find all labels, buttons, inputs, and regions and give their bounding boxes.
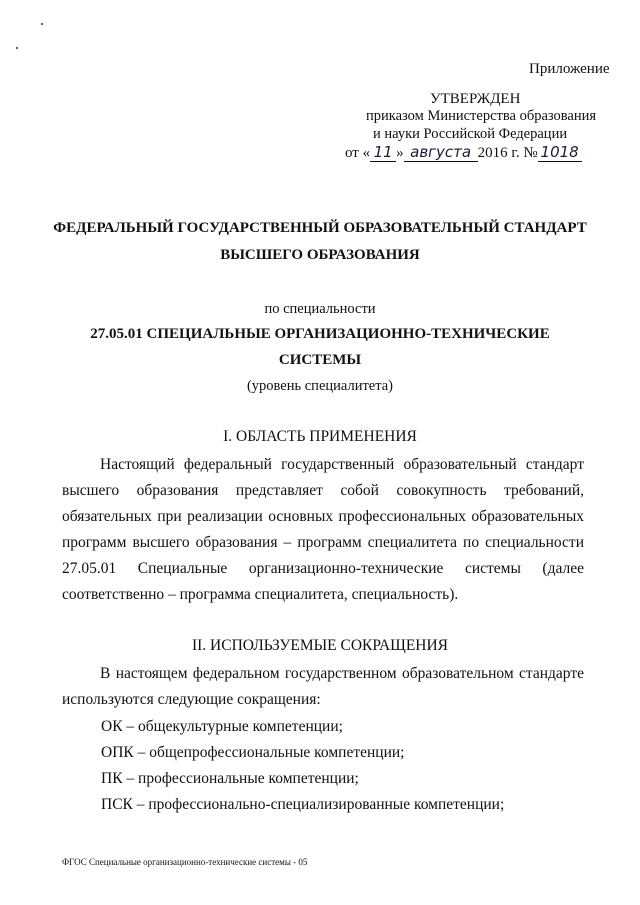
section-1-heading: I. ОБЛАСТЬ ПРИМЕНЕНИЯ	[223, 428, 417, 445]
document-title-line-2: ВЫСШЕГО ОБРАЗОВАНИЯ	[220, 247, 420, 263]
date-prefix: от «	[345, 145, 371, 161]
date-day-handwritten: 11	[370, 143, 396, 162]
page-footer: ФГОС Специальные организационно-технические системы - 05	[62, 857, 308, 867]
abbreviation-item: ОК – общекультурные компетенции;	[101, 718, 343, 735]
specialty-title-line-1: 27.05.01 СПЕЦИАЛЬНЫЕ ОРГАНИЗАЦИОННО-ТЕХНИЧЕСКИЕ	[90, 326, 550, 342]
section-2-intro-text: В настоящем федеральном государственном образовательном стандарте используются следующие сокращения:	[62, 665, 584, 708]
abbreviation-item: ПК – профессиональные компетенции;	[101, 770, 359, 787]
document-title-line-1: ФЕДЕРАЛЬНЫЙ ГОСУДАРСТВЕННЫЙ ОБРАЗОВАТЕЛЬНЫЙ СТАНДАРТ	[53, 220, 587, 236]
date-year: 2016 г. №	[477, 145, 538, 161]
date-month-handwritten: августа	[404, 143, 478, 162]
specialty-level: (уровень специалитета)	[246, 378, 394, 394]
approved-label: УТВЕРЖДЕН	[430, 91, 521, 107]
specialty-title-line-2: СИСТЕМЫ	[278, 352, 362, 368]
abbreviation-item: ПСК – профессионально-специализированные компетенции;	[101, 796, 505, 813]
scan-speck	[16, 47, 18, 49]
order-line-1: приказом Министерства образования	[366, 108, 597, 124]
date-mid: »	[396, 145, 404, 161]
order-line-2: и науки Российской Федерации	[373, 126, 568, 142]
section-1-paragraph	[62, 452, 584, 608]
order-number-handwritten: 1018	[538, 143, 582, 162]
scan-speck	[41, 23, 43, 25]
section-2-heading: II. ИСПОЛЬЗУЕМЫЕ СОКРАЩЕНИЯ	[191, 637, 449, 654]
order-date-line	[345, 143, 582, 162]
section-2-intro-paragraph	[62, 661, 584, 713]
appendix-label: Приложение	[529, 61, 610, 77]
abbreviation-item: ОПК – общепрофессиональные компетенции;	[101, 744, 405, 761]
section-1-text: Настоящий федеральный государственный образовательный стандарт высшего образования представляет собой совокупность требований, обязательных при реализации основных профессиональных образовательных программ высшего образования – программ специалитета по специальности 27.05.01 Специальные организационно-технические системы (далее соответственно – программа специалитета, специальность).	[62, 456, 584, 603]
specialty-intro: по специальности	[264, 301, 376, 317]
